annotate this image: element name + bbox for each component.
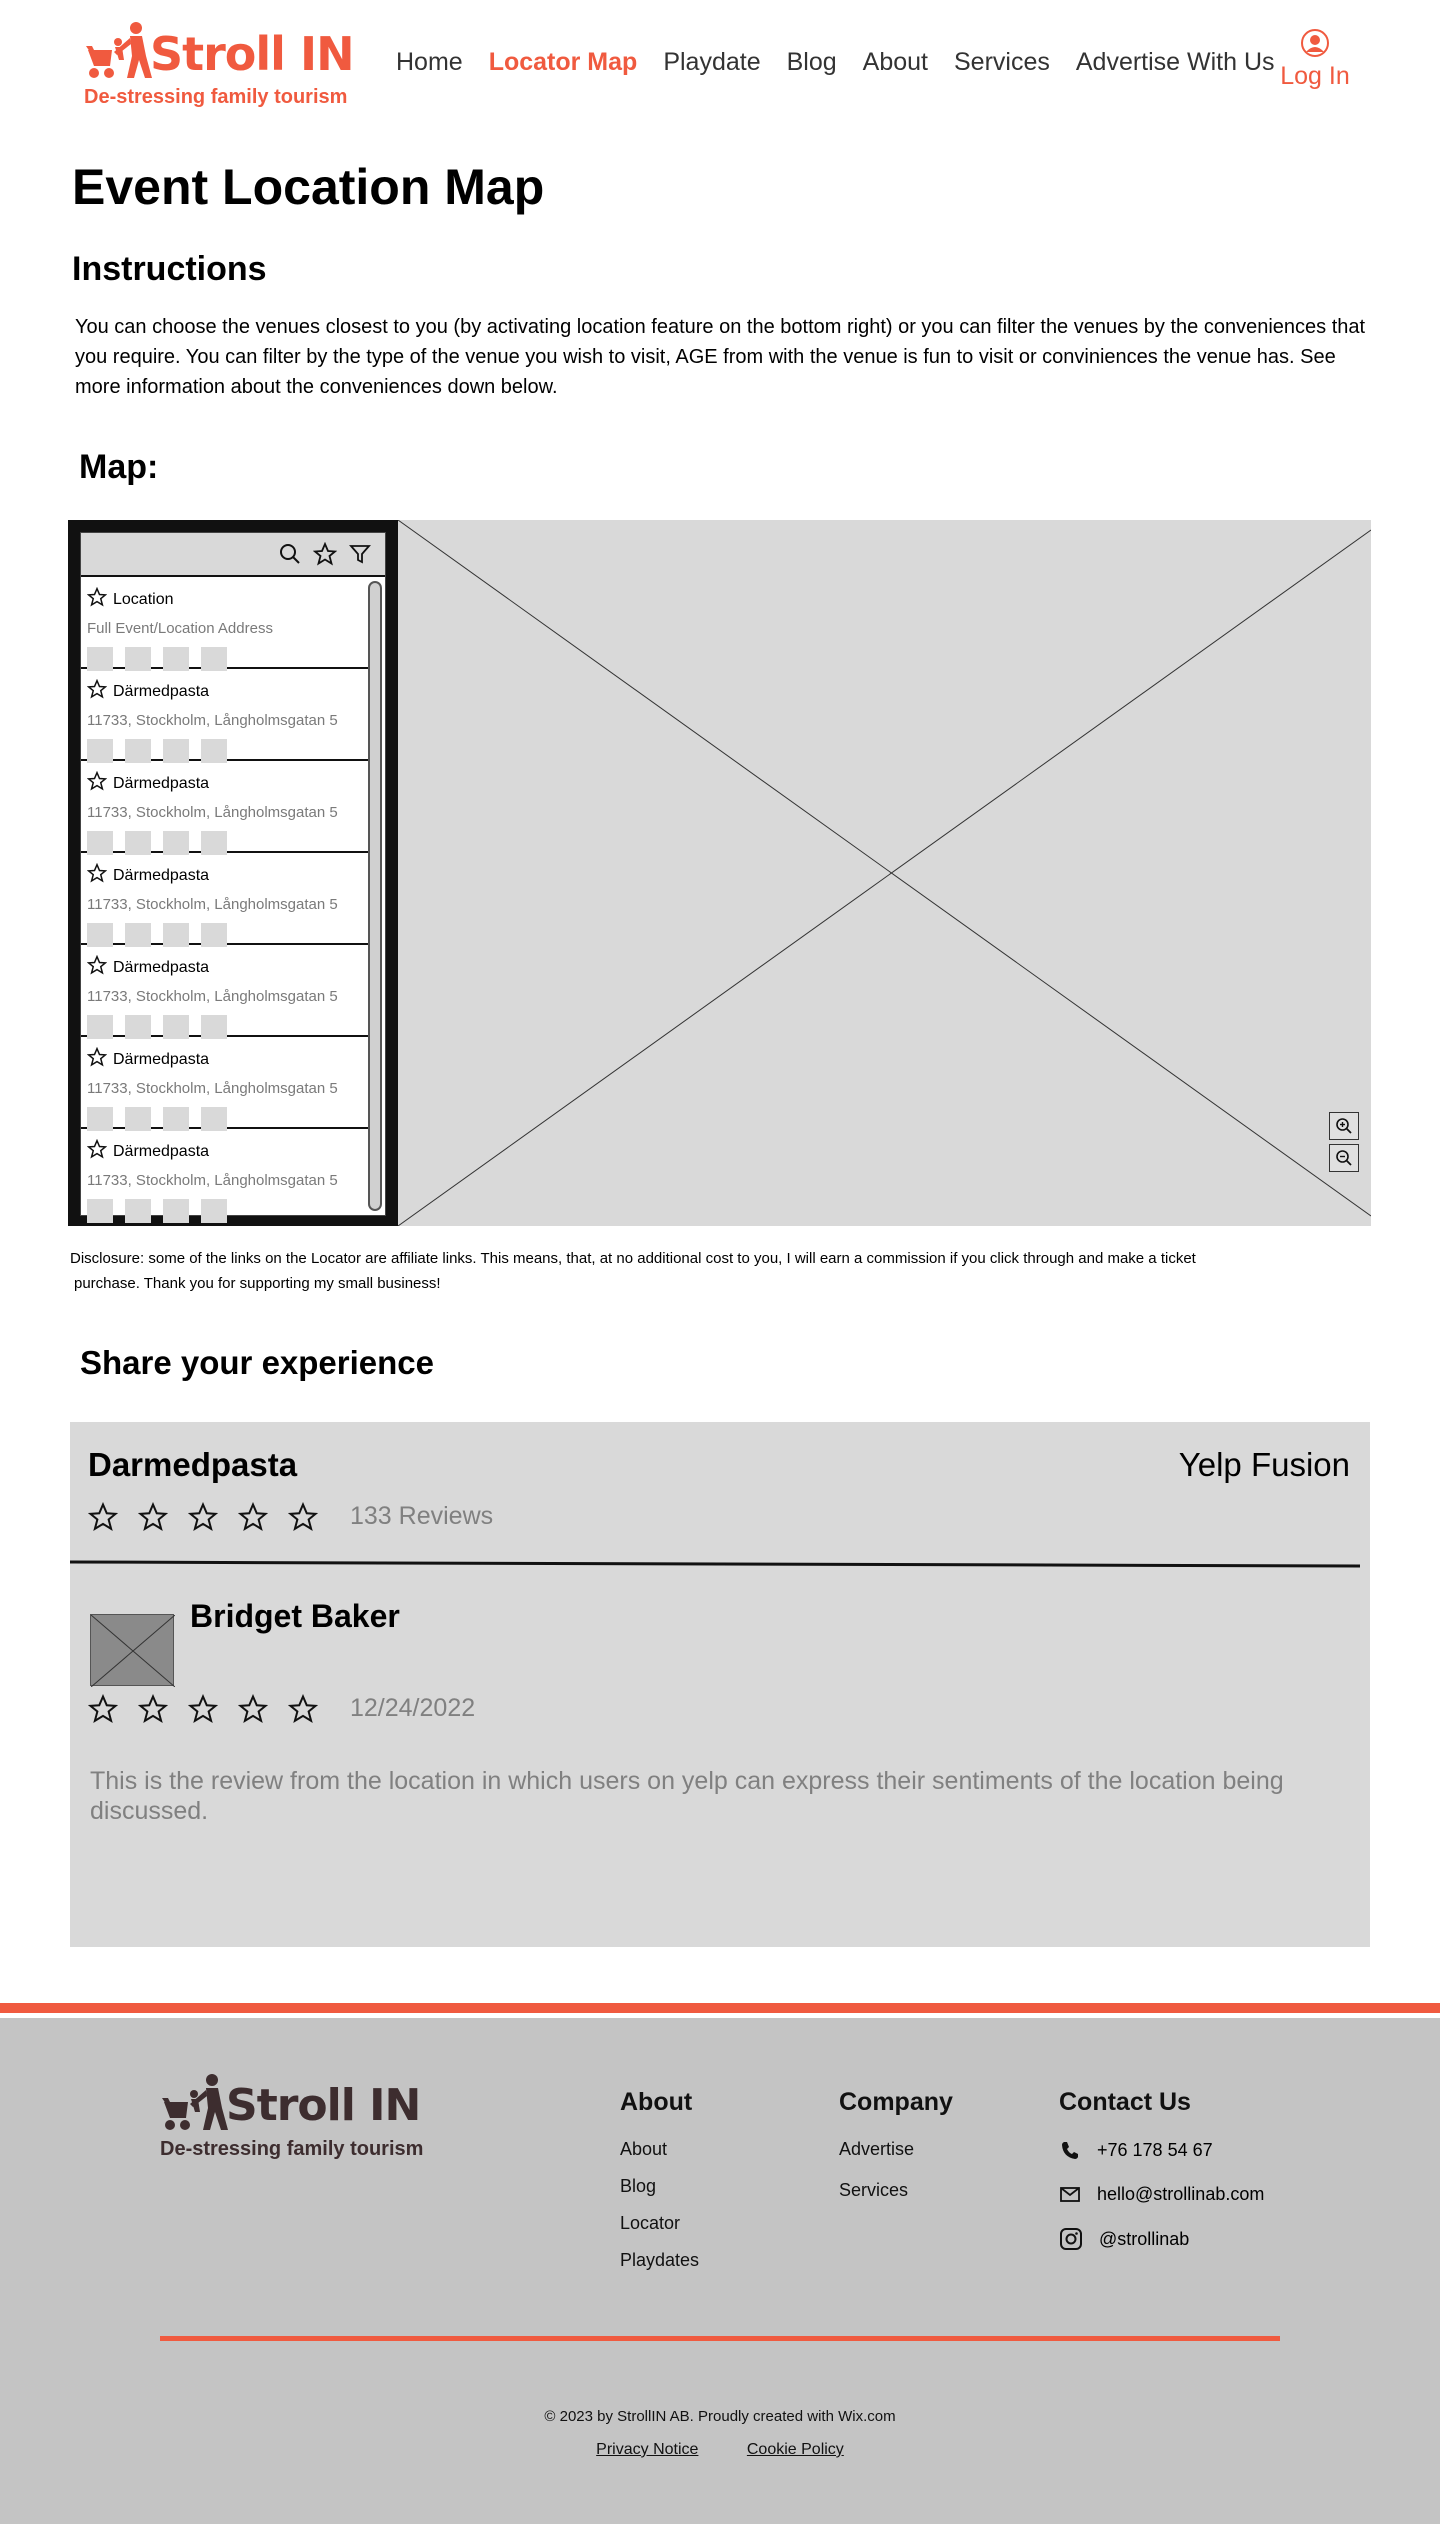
zoom-in-button[interactable]: [1329, 1112, 1359, 1140]
share-heading: Share your experience: [80, 1344, 435, 1381]
review-divider: [70, 1422, 1370, 1622]
star-icon: [87, 863, 107, 883]
venue-toolbar: [81, 533, 385, 577]
venue-header: [87, 771, 370, 796]
amenity-icon: [125, 647, 151, 671]
venue-item[interactable]: [81, 1129, 370, 1215]
disclosure-line-2: purchase. Thank you for supporting my small business!: [74, 1275, 441, 1292]
amenity-icon: [163, 647, 189, 671]
instructions-heading: Instructions: [72, 250, 267, 288]
venue-address: 11733, Stockholm, Långholmsgatan 5: [87, 804, 338, 821]
footer-divider: [160, 2336, 1280, 2341]
avatar-placeholder: [91, 1615, 175, 1687]
amenity-icon: [201, 1107, 227, 1131]
venue-header: [87, 587, 370, 612]
venue-item[interactable]: [81, 853, 370, 945]
star-icon: [87, 771, 107, 791]
favorite-toggle[interactable]: [87, 1139, 107, 1164]
venue-item[interactable]: [81, 945, 370, 1037]
contact-email[interactable]: [1059, 2183, 1264, 2205]
venue-name: Därmedpasta: [113, 866, 210, 884]
venue-address: 11733, Stockholm, Långholmsgatan 5: [87, 896, 338, 913]
reviewer-avatar: [90, 1614, 174, 1686]
nav-item-blog[interactable]: Blog: [786, 48, 837, 76]
venue-item[interactable]: [81, 761, 370, 853]
favorite-toggle[interactable]: [87, 955, 107, 980]
favorite-toggle[interactable]: [87, 863, 107, 888]
footer-brand-name: Stroll IN: [226, 2080, 421, 2131]
star-icon: [238, 1694, 268, 1724]
venue-item[interactable]: [81, 1037, 370, 1129]
login-button[interactable]: [1280, 28, 1350, 91]
stroller-family-icon: [160, 2074, 230, 2132]
contact-instagram[interactable]: [1059, 2227, 1264, 2251]
amenity-icon: [201, 1015, 227, 1039]
review-text: This is the review from the location in which users on yelp can express their sentiments of the location being discussed.: [90, 1767, 1284, 1825]
star-icon: [87, 955, 107, 975]
favorite-toggle[interactable]: [87, 771, 107, 796]
venue-list: [81, 577, 385, 1215]
venue-name: Därmedpasta: [113, 682, 210, 700]
venue-amenities: [87, 1015, 370, 1039]
amenity-icon: [87, 1015, 113, 1039]
venue-address: 11733, Stockholm, Långholmsgatan 5: [87, 1080, 338, 1097]
footer-logo[interactable]: [160, 2074, 423, 2161]
rating-star: [238, 1694, 268, 1729]
site-header: [0, 0, 1440, 130]
nav-item-locator-map[interactable]: Locator Map: [488, 48, 638, 76]
favorite-toggle[interactable]: [87, 587, 107, 612]
privacy-notice-link[interactable]: Privacy Notice: [596, 2441, 699, 2458]
contact-instagram-text: @strollinab: [1099, 2228, 1190, 2249]
amenity-icon: [125, 923, 151, 947]
brand-tagline: De-stressing family tourism: [84, 86, 348, 108]
contact-phone-text: +76 178 54 67: [1097, 2139, 1213, 2160]
footer-about-heading: About: [620, 2088, 693, 2116]
contact-phone[interactable]: [1059, 2139, 1264, 2161]
venue-scrollbar[interactable]: [368, 581, 382, 1211]
venue-address: 11733, Stockholm, Långholmsgatan 5: [87, 1172, 338, 1189]
nav-item-services[interactable]: Services: [954, 48, 1050, 76]
page-title: Event Location Map: [72, 159, 545, 215]
venue-name: Därmedpasta: [113, 774, 210, 792]
zoom-out-icon: [1335, 1149, 1353, 1167]
venue-item[interactable]: [81, 669, 370, 761]
footer-link-locator[interactable]: Locator: [620, 2213, 681, 2233]
venue-header: [87, 955, 370, 980]
amenity-icon: [87, 1199, 113, 1223]
footer-company-column: [839, 2088, 953, 2217]
rating-star: [188, 1694, 218, 1729]
star-icon: [87, 679, 107, 699]
venue-name: Därmedpasta: [113, 958, 210, 976]
zoom-in-icon: [1335, 1117, 1353, 1135]
amenity-icon: [87, 831, 113, 855]
amenity-icon: [125, 831, 151, 855]
footer-contact-heading: Contact Us: [1059, 2088, 1191, 2116]
star-icon: [87, 1139, 107, 1159]
venue-address: 11733, Stockholm, Långholmsgatan 5: [87, 712, 338, 729]
instagram-icon: [1059, 2227, 1083, 2251]
stroller-family-icon: [84, 22, 154, 80]
star-icon: [188, 1694, 218, 1724]
map-heading: Map:: [79, 448, 159, 486]
favorite-toggle[interactable]: [87, 679, 107, 704]
venue-item[interactable]: [81, 577, 370, 669]
user-circle-icon: [1300, 28, 1330, 58]
review-date: 12/24/2022: [350, 1694, 476, 1722]
venue-address: Full Event/Location Address: [87, 620, 273, 637]
footer-link-playdates[interactable]: Playdates: [620, 2250, 700, 2270]
amenity-icon: [163, 831, 189, 855]
amenity-icon: [163, 1199, 189, 1223]
star-icon: [88, 1694, 118, 1724]
venue-name: Location: [113, 590, 174, 608]
venue-name: Därmedpasta: [113, 1050, 210, 1068]
venue-header: [87, 863, 370, 888]
venue-amenities: [87, 831, 370, 855]
amenity-icon: [163, 739, 189, 763]
favorite-toggle[interactable]: [87, 1047, 107, 1072]
cookie-policy-link[interactable]: Cookie Policy: [746, 2441, 844, 2458]
amenity-icon: [201, 831, 227, 855]
affiliate-disclosure: [70, 1246, 1310, 1296]
venue-panel: [80, 532, 386, 1216]
venue-address: 11733, Stockholm, Långholmsgatan 5: [87, 988, 338, 1005]
footer-company-heading: Company: [839, 2088, 953, 2116]
venue-amenities: [87, 1199, 370, 1223]
brand-logo[interactable]: [84, 22, 354, 109]
venue-header: [87, 1139, 370, 1164]
rating-star: [88, 1694, 118, 1729]
venue-header: [87, 1047, 370, 1072]
venue-amenities: [87, 647, 370, 671]
amenity-icon: [125, 739, 151, 763]
amenity-icon: [163, 1015, 189, 1039]
review-count: 133 Reviews: [350, 1502, 494, 1530]
star-icon: [288, 1694, 318, 1724]
brand-name: Stroll IN: [150, 27, 354, 81]
disclosure-line-1: Disclosure: some of the links on the Locator are affiliate links. This means, that, at no additional cost to you, I will earn a commission if you click through and make a ticket: [70, 1250, 1196, 1267]
footer-link-advertise[interactable]: Advertise: [839, 2139, 915, 2159]
footer-contact-column: [1059, 2088, 1264, 2273]
footer-link-blog[interactable]: Blog: [620, 2176, 657, 2196]
amenity-icon: [87, 739, 113, 763]
nav-item-about[interactable]: About: [862, 48, 928, 76]
mail-icon: [1059, 2183, 1081, 2205]
amenity-icon: [201, 923, 227, 947]
amenity-icon: [125, 1199, 151, 1223]
location-map[interactable]: [68, 520, 1371, 1226]
login-label: Log In: [1280, 62, 1350, 90]
amenity-icon: [201, 647, 227, 671]
reviewer-name: Bridget Baker: [190, 1598, 400, 1634]
venue-amenities: [87, 923, 370, 947]
venue-name: Därmedpasta: [113, 1142, 210, 1160]
star-icon: [87, 587, 107, 607]
filter-icon[interactable]: [349, 543, 371, 565]
amenity-icon: [87, 647, 113, 671]
amenity-icon: [201, 1199, 227, 1223]
star-icon: [138, 1694, 168, 1724]
review-rating: [88, 1694, 318, 1729]
nav-item-playdate[interactable]: Playdate: [663, 48, 761, 76]
review-widget: [70, 1422, 1370, 1947]
footer-accent-bar: [0, 2003, 1440, 2013]
venue-header: [87, 679, 370, 704]
amenity-icon: [163, 923, 189, 947]
zoom-out-button[interactable]: [1329, 1144, 1359, 1172]
venue-amenities: [87, 739, 370, 763]
rating-star: [138, 1694, 168, 1729]
amenity-icon: [125, 1015, 151, 1039]
main-nav: [396, 48, 1301, 77]
amenity-icon: [125, 1107, 151, 1131]
site-footer: [0, 2018, 1440, 2524]
amenity-icon: [163, 1107, 189, 1131]
review-provider: Yelp Fusion: [1178, 1446, 1350, 1483]
venue-amenities: [87, 1107, 370, 1131]
legal-links: [0, 2441, 1440, 2459]
amenity-icon: [87, 923, 113, 947]
rating-star: [288, 1694, 318, 1729]
amenity-icon: [87, 1107, 113, 1131]
business-name: Darmedpasta: [88, 1446, 298, 1483]
search-icon[interactable]: [279, 543, 301, 565]
phone-icon: [1059, 2139, 1081, 2161]
nav-item-advertise[interactable]: Advertise With Us: [1075, 48, 1275, 76]
footer-brand-tagline: De-stressing family tourism: [160, 2138, 424, 2160]
venue-sidebar: [68, 520, 398, 1226]
nav-item-home[interactable]: Home: [396, 48, 463, 76]
star-icon[interactable]: [313, 542, 337, 566]
contact-email-text: hello@strollinab.com: [1097, 2183, 1265, 2204]
footer-link-about[interactable]: About: [620, 2139, 668, 2159]
star-icon: [87, 1047, 107, 1067]
instructions-text: You can choose the venues closest to you (by activating location feature on the bottom right) or you can filter the venues by the conveniences that you require. You can filter by the type of the venue you wish to visit, AGE from with the venue is fun to visit or conviniences the venue has. See more information about the conveniences down below.: [75, 316, 1366, 398]
footer-link-services[interactable]: Services: [839, 2180, 909, 2200]
amenity-icon: [201, 739, 227, 763]
footer-about-column: [620, 2088, 699, 2287]
copyright-text: © 2023 by StrollIN AB. Proudly created with Wix.com: [544, 2408, 896, 2425]
